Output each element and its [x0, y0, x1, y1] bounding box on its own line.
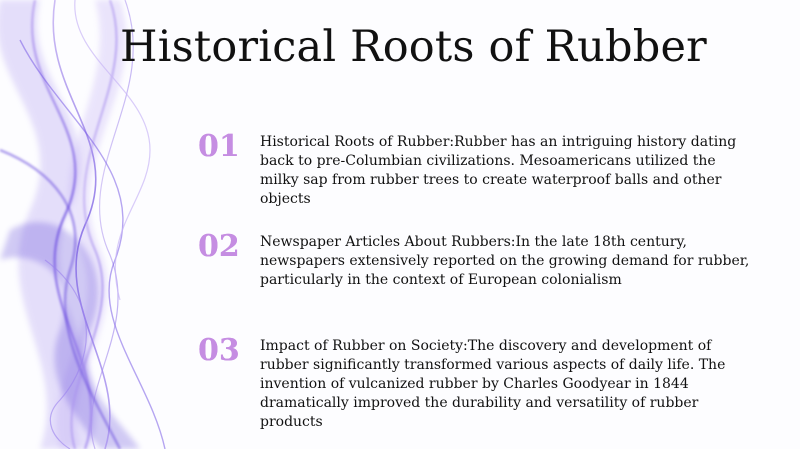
item-text: Newspaper Articles About Rubbers:In the late 18th century, newspapers extensively reported on the growing demand for rubber, particularly in the context of European colonialism: [260, 234, 750, 288]
item-text: Historical Roots of Rubber:Rubber has an intriguing history dating back to pre-Columbian civilizations. Mesoamericans utilized the milky sap from rubber trees to create waterproof balls and other objects: [260, 134, 737, 207]
slide-title: Historical Roots of Rubber: [120, 22, 707, 72]
item-number: 03: [198, 333, 254, 368]
item-number: 01: [198, 129, 254, 164]
item-number: 02: [198, 229, 254, 264]
item-text: Impact of Rubber on Society:The discovery and development of rubber significantly transformed various aspects of daily life. The invention of vulcanized rubber by Charles Goodyear in 1844 dramatically improved the durability and versatility of rubber products: [260, 338, 726, 430]
